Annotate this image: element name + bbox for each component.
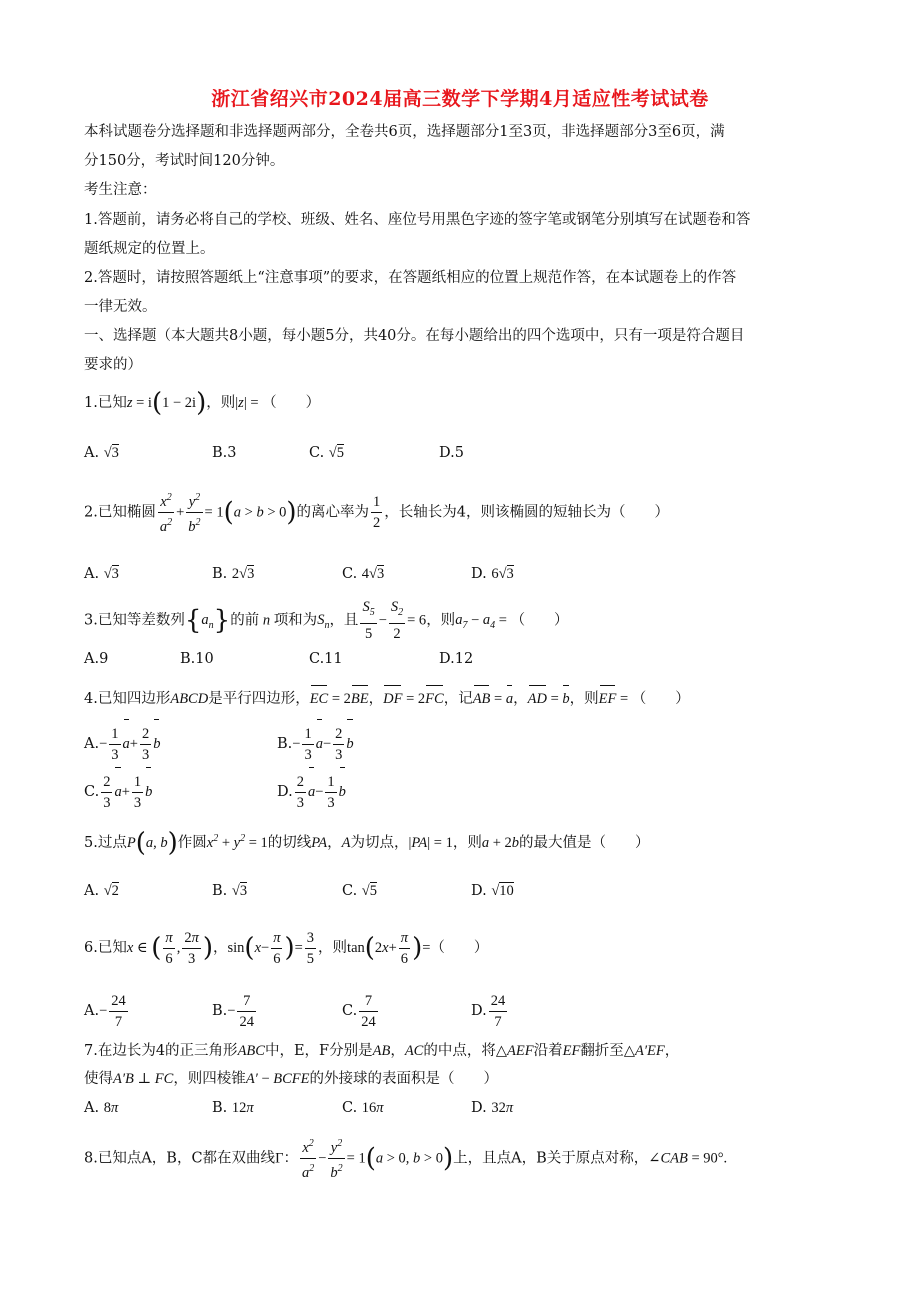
- q3-option-b: B.10: [180, 651, 214, 667]
- q1-option-a: A. √3: [84, 445, 119, 461]
- q7-line1-c: ，: [390, 1043, 405, 1059]
- q7-line2-a: 使得: [84, 1071, 113, 1087]
- question-4: 4.已知四边形ABCD是平行四边形，EC = 2BE，DF = 2FC，记AB = a，AD = b，则EF = （ ）: [84, 688, 690, 710]
- q3-option-a: A.9: [84, 651, 109, 667]
- q5-stem-b: 作圆: [177, 834, 207, 851]
- q7-line1-a: 7.在边长为4的正三角形: [84, 1043, 238, 1059]
- q2-option-c: C. 4√3: [342, 566, 385, 582]
- q2-option-a: A. √3: [84, 566, 119, 582]
- q7-line1-e: 沿着: [533, 1043, 563, 1059]
- question-5: 5.过点P(a, b)作圆$x^2 + y^2 = 1$的切线PA，A为切点，|PA| = 1，则a + 2b的最大值是（ ）: [84, 827, 650, 858]
- q5-stem-c: 的切线: [267, 834, 312, 851]
- intro-line-2: 分150分，考试时间120分钟。: [84, 153, 285, 169]
- q4-option-d: D. $\frac{2}{3}$ a− $\frac{1}{3}$ b: [277, 770, 346, 814]
- question-7-line-1: 7.在边长为4的正三角形ABC中，E，F分别是AB，AC的中点，将△AEF沿着EF翻折至△A′EF，: [84, 1043, 680, 1059]
- q7-line2-b: ，则四棱锥: [173, 1071, 246, 1087]
- q8-stem-b: 上，且点A，B关于原点对称，: [453, 1150, 649, 1167]
- q6-option-d: D. $\frac{24}{7}$: [471, 992, 506, 1030]
- q4-stem-g: （ ）: [631, 691, 690, 707]
- q5-stem-a: 5.过点: [84, 834, 127, 851]
- q4-option-c: C. $\frac{2}{3}$ a+ $\frac{1}{3}$ b: [84, 770, 152, 814]
- notice-heading: 考生注意：: [84, 182, 157, 198]
- q7-option-c: C. 16π: [342, 1100, 384, 1116]
- q3-stem-e: ，则: [426, 612, 456, 629]
- q7-line1-d: 的中点，将: [423, 1043, 496, 1059]
- q6-stem-b: ，: [212, 940, 228, 956]
- q5-option-c: C. √5: [342, 883, 378, 899]
- question-1: 1.已知z = i(1 − 2i)，则|z| = （ ）: [84, 388, 321, 418]
- q4-stem-a: 4.已知四边形: [84, 691, 171, 707]
- intro-line-1: 本科试题卷分选择题和非选择题两部分，全卷共6页，选择题部分1至3页，非选择题部分3至6页，满: [84, 124, 725, 140]
- q5-option-b: B. √3: [212, 883, 248, 899]
- q2-stem-a: 2.已知椭圆: [84, 504, 156, 521]
- q6-stem-a: 6.已知: [84, 940, 127, 956]
- question-8: 8.已知点A，B，C都在双曲线Γ： $\frac{x^2}{a^2}$ − $\frac{y^2}{b^2}$ = 1(a > 0, b > 0)上，且点A，B关于原点对称，∠CAB = 90°.: [84, 1134, 727, 1183]
- q2-stem-b: 的离心率为: [296, 504, 370, 521]
- q1-stem-b: ，则: [206, 395, 236, 411]
- note-2-line-2: 一律无效。: [84, 299, 157, 315]
- q5-option-d: D. √10: [471, 883, 514, 899]
- section-heading-line-2: 要求的）: [84, 357, 142, 373]
- q7-line1-b: 中，E，F分别是: [264, 1043, 373, 1059]
- q3-stem-a: 3.已知等差数列: [84, 612, 185, 629]
- q3-stem-c: 项和为: [273, 612, 318, 629]
- note-2-line-1: 2.答题时，请按照答题纸上“注意事项”的要求，在答题纸相应的位置上规范作答，在本试题卷上的作答: [84, 270, 737, 286]
- q6-option-b: B.− $\frac{7}{24}$: [212, 992, 254, 1030]
- q3-stem-d: ，且: [329, 612, 359, 629]
- q1-option-d: D.5: [439, 445, 464, 461]
- q3-stem-f: （ ）: [510, 612, 569, 629]
- q6-stem-d: （ ）: [430, 940, 489, 956]
- q5-stem-e: 为切点，: [350, 834, 409, 851]
- q5-stem-g: 的最大值是（ ）: [519, 834, 650, 851]
- question-7-line-2: 使得A′B ⊥ FC，则四棱锥A′ − BCFE的外接球的表面积是（ ）: [84, 1071, 499, 1087]
- q2-option-b: B. 2√3: [212, 566, 255, 582]
- q7-option-d: D. 32π: [471, 1100, 514, 1116]
- q3-option-c: C.11: [309, 651, 343, 667]
- q4-stem-f: ，则: [569, 691, 599, 707]
- question-2: 2.已知椭圆 $\frac{x^2}{a^2}$ + $\frac{y^2}{b^2}$ = 1(a > b > 0)的离心率为 $\frac{1}{2}$ ，长轴长为4，则该椭圆的短轴长为（ ）: [84, 488, 669, 537]
- question-3: 3.已知等差数列$\{a_n\}$的前 n 项和为$S_n$，且 $\frac{S_5}{5}$ − $\frac{S_2}{2}$ = 6，则$a_7 - a_4$ = （ ）: [84, 599, 569, 642]
- q1-option-c: C. √5: [309, 445, 345, 461]
- q1-stem-a: 1.已知: [84, 395, 127, 411]
- q5-stem-d: ，: [327, 834, 342, 851]
- question-6: 6.已知x ∈ ( $\frac{\pi}{6}$ , $\frac{2\pi}{3}$ )，sin(x− $\frac{\pi}{6}$ )= $\frac{3}{5}$ ，则tan(2x+ $\frac{\pi}{6}$ )=（ ）: [84, 929, 489, 967]
- q7-option-b: B. 12π: [212, 1100, 254, 1116]
- q4-stem-b: 是平行四边形，: [208, 691, 310, 707]
- q6-option-c: C. $\frac{7}{24}$: [342, 992, 376, 1030]
- q6-option-a: A.− $\frac{24}{7}$: [84, 992, 126, 1030]
- note-1-line-1: 1.答题前，请务必将自己的学校、班级、姓名、座位号用黑色字迹的签字笔或钢笔分别填写在试题卷和答: [84, 212, 751, 228]
- q4-option-a: A.− $\frac{1}{3}$ a+ $\frac{2}{3}$ b: [84, 722, 160, 766]
- q5-option-a: A. √2: [84, 883, 119, 899]
- section-heading-line-1: 一、选择题（本大题共8小题，每小题5分，共40分。在每小题给出的四个选项中，只有一项是符合题目: [84, 328, 745, 344]
- q1-option-b: B.3: [212, 445, 237, 461]
- q4-option-b: B.− $\frac{1}{3}$ a− $\frac{2}{3}$ b: [277, 722, 354, 766]
- q2-option-d: D. 6√3: [471, 566, 514, 582]
- q4-stem-d: ，记: [443, 691, 473, 707]
- q3-stem-b: 的前: [230, 612, 260, 629]
- q2-stem-c: ，长轴长为4，则该椭圆的短轴长为（ ）: [384, 504, 670, 521]
- q7-line1-g: ，: [664, 1043, 680, 1059]
- q8-stem-a: 8.已知点A，B，C都在双曲线: [84, 1150, 276, 1167]
- q7-line2-c: 的外接球的表面积是（ ）: [309, 1071, 499, 1087]
- q7-option-a: A. 8π: [84, 1100, 119, 1116]
- q7-line1-f: 翻折至: [580, 1043, 624, 1059]
- page-title: 浙江省绍兴市2024届高三数学下学期4月适应性考试试卷: [211, 88, 709, 110]
- q3-option-d: D.12: [439, 651, 474, 667]
- q4-stem-c: ，: [368, 691, 384, 707]
- q1-stem-c: （ ）: [262, 395, 321, 411]
- q4-stem-e: ，: [513, 691, 528, 707]
- q5-stem-f: ，则: [452, 834, 482, 851]
- q6-stem-c: ，则: [318, 940, 348, 956]
- note-1-line-2: 题纸规定的位置上。: [84, 241, 215, 257]
